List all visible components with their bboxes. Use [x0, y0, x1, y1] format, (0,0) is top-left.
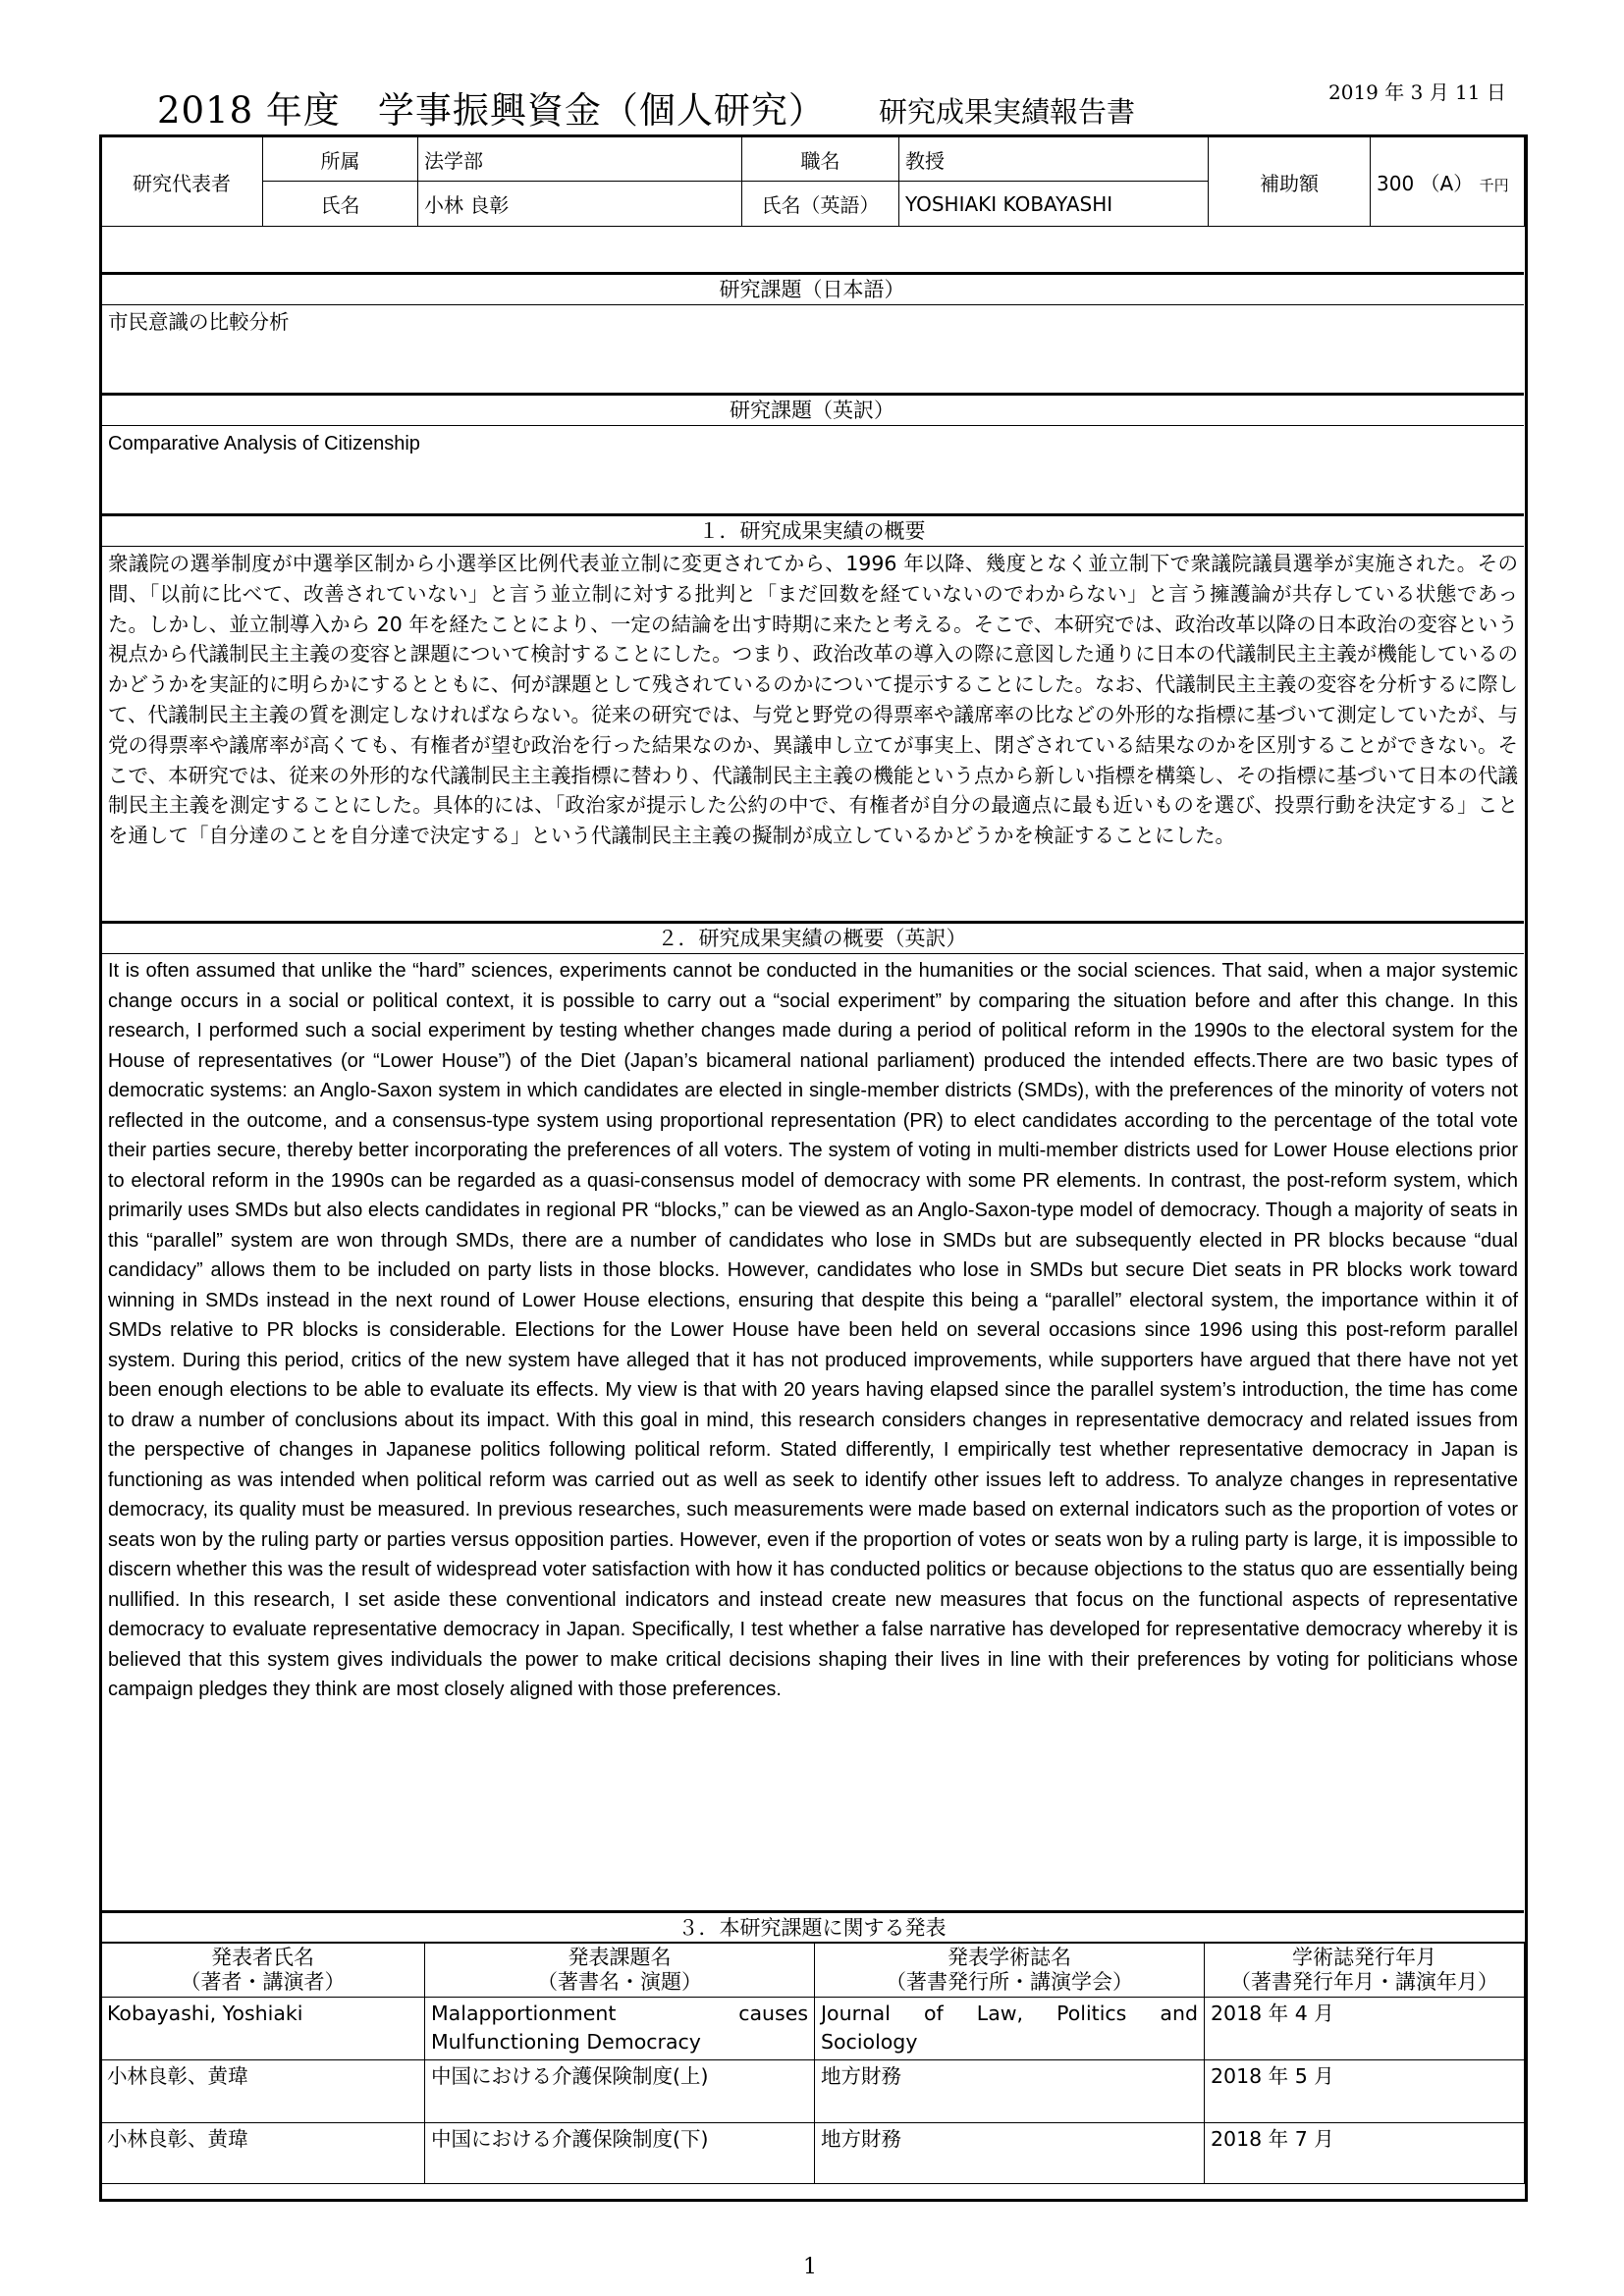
pub-author: 小林良彰、黄瑋	[101, 2060, 425, 2123]
topic-ja-heading: 研究課題（日本語）	[100, 272, 1524, 305]
grant-cell	[1371, 137, 1525, 227]
page-number: 1	[803, 2255, 817, 2279]
grant-value: 300 （A）	[1377, 171, 1474, 195]
publications-heading: ３．本研究課題に関する発表	[100, 1910, 1524, 1944]
pub-date: 2018 年 4 月	[1205, 1998, 1525, 2060]
summary-ja-text: 衆議院の選挙制度が中選挙区制から小選挙区比例代表並立制に変更されてから、1996 年以降、幾度となく並立制下で衆議院議員選挙が実施された。その間、「以前に比べて、改善されていない」と言う並立制に対する批判と「まだ回数を経ていないのでわからない」と言う擁護論が共存している状態であった。しかし、並立制導入から 20 年を経たことにより、一定の結論を出す時期に来たと考える。そこで、本研究では、政治改革以降の日本政治の変容という視点から代議制民主主義の変容と課題について検討することにした。つまり、政治改革の導入の際に意図した通りに日本の代議制民主主義が機能しているのかどうかを実証的に明らかにするとともに、何が課題として残されているのかについて提示することにした。なお、代議制民主主義の変容を分析するに際して、代議制民主主義の質を測定しなければならない。従来の研究では、与党と野党の得票率や議席率の比などの外形的な指標に基づいて測定していたが、与党の得票率や議席率が高くても、有権者が望む政治を行った結果なのか、異議申し立てが事実上、閉ざされている結果なのかを区別することができない。そこで、本研究では、従来の外形的な代議制民主主義指標に替わり、代議制民主主義の機能という点から新しい指標を構築し、その指標に基づいて日本の代議制民主主義を測定することにした。具体的には、「政治家が提示した公約の中で、有権者が自分の最適点に最も近いものを選び、投票行動を決定する」ことを通して「自分達のことを自分達で決定する」という代議制民主主義の擬制が成立しているかどうかを検証することにした。	[108, 552, 1518, 848]
col-author-header: 発表者氏名 （著者・講演者）	[101, 1943, 425, 1998]
position-label: 職名	[742, 137, 899, 182]
pub-title: 中国における介護保険制度(上)	[425, 2060, 815, 2123]
pub-author: Kobayashi, Yoshiaki	[101, 1998, 425, 2060]
summary-en-text: It is often assumed that unlike the “hard” sciences, experiments cannot be conducted in the humanities or the social sciences. That said, when a major systemic change occurs in a social or political context, it is possible to carry out a “social experiment” by comparing the situation before and after this change. In this research, I performed such a social experiment by testing whether changes made during a period of political reform in the 1990s to the electoral system for the House of representatives (or “Lower House”) of the Diet (Japan’s bicameral national parliament) produced the intended effects.There are two basic types of democratic systems: an Anglo-Saxon system in which candidates are elected in single-member districts (SMDs), with the preferences of the minority of voters not reflected in the outcome, and a consensus-type system using proportional representation (PR) to elect candidates according to the percentage of the total vote their parties secure, thereby better incorporating the preferences of all voters. The system of voting in multi-member districts used for Lower House elections prior to electoral reform in the 1990s can be regarded as a quasi-consensus model of democracy with some PR elements. In contrast, the post-reform system, which primarily uses SMDs but also elects candidates in regional PR “blocks,” can be viewed as an Anglo-Saxon-type model of democracy. Though a majority of seats in this “parallel” system are won through SMDs, there are a number of candidates who lose in SMDs but are subsequently elected in PR blocks because “dual candidacy” allows them to be included on party lists in those blocks. However, candidates who lose in SMDs but secure Diet seats in PR blocks work toward winning in SMDs instead in the next round of Lower House elections, ensuring that despite this being a “parallel” electoral system, the importance within it of SMDs relative to PR blocks is considerable. Elections for the Lower House have been held on several occasions since 1996 using this post-reform parallel system. During this period, critics of the new system have alleged that it has not produced improvements, while supporters have argued that there have not yet been enough elections to be able to evaluate its effects. My view is that with 20 years having elapsed since the parallel system’s introduction, the time has come to draw a number of conclusions about its impact. With this goal in mind, this research considers changes in representative democracy and related issues from the perspective of changes in Japanese politics following political reform. Stated differently, I empirically test whether representative democracy in Japan is functioning as was intended when political reform was carried out as well as seek to identify other issues left to address. To analyze changes in representative democracy, its quality must be measured. In previous researches, such measurements were made based on external indicators such as the proportion of votes or seats won by the ruling party or parties versus opposition parties. However, even if the proportion of votes or seats won by a ruling party is large, it is impossible to discern whether this was the result of widespread voter satisfaction with how it has conducted politics or because objections to the status quo are essentially being nullified. In this research, I set aside these conventional indicators and instead create new measures that focus on the functional aspects of representative democracy to evaluate representative democracy in Japan. Specifically, I test whether a false narrative has developed for representative democracy whereby it is believed that this system gives individuals the power to make critical decisions shaping their lives in line with their preferences by voting for politicians whose campaign pledges they think are most closely aligned with those preferences.	[108, 960, 1518, 1700]
affiliation-label: 所属	[263, 137, 418, 182]
representative-label: 研究代表者	[101, 137, 263, 227]
pub-date: 2018 年 7 月	[1205, 2123, 1525, 2184]
grant-unit: 千円	[1479, 176, 1509, 194]
col-title-header: 発表課題名 （著書名・演題）	[425, 1943, 815, 1998]
summary-en-heading: ２．研究成果実績の概要（英訳）	[100, 921, 1524, 954]
name-en-label: 氏名（英語）	[742, 182, 899, 227]
pub-title: 中国における介護保険制度(下)	[425, 2123, 815, 2184]
name-en-value: YOSHIAKI KOBAYASHI	[899, 182, 1209, 227]
table-row	[101, 1998, 1525, 2060]
summary-ja-heading: １．研究成果実績の概要	[100, 513, 1524, 547]
pub-journal: Journal of Law, Politics and Sociology	[815, 1998, 1205, 2060]
table-row	[101, 2060, 1525, 2123]
publications-table	[100, 1942, 1525, 2184]
topic-ja-value: 市民意識の比較分析	[108, 310, 290, 334]
name-value: 小林 良彰	[418, 182, 742, 227]
report-subtitle: 研究成果実績報告書	[879, 95, 1136, 129]
pub-journal: 地方財務	[815, 2060, 1205, 2123]
pub-title: Malapportionment causes Mulfunctioning Democracy	[425, 1998, 815, 2060]
position-value: 教授	[899, 137, 1209, 182]
pub-author: 小林良彰、黄瑋	[101, 2123, 425, 2184]
report-title: 2018 年度 学事振興資金（個人研究）	[157, 89, 826, 132]
name-label: 氏名	[263, 182, 418, 227]
grant-label: 補助額	[1209, 137, 1371, 227]
topic-en-heading: 研究課題（英訳）	[100, 393, 1524, 426]
pub-date: 2018 年 5 月	[1205, 2060, 1525, 2123]
report-date: 2019 年 3 月 11 日	[1328, 80, 1506, 104]
info-table	[100, 136, 1525, 227]
topic-en-value: Comparative Analysis of Citizenship	[108, 433, 420, 454]
affiliation-value: 法学部	[418, 137, 742, 182]
col-date-header: 学術誌発行年月 （著書発行年月・講演年月）	[1205, 1943, 1525, 1998]
report-title-row	[157, 80, 1532, 135]
table-row	[101, 2123, 1525, 2184]
col-journal-header: 発表学術誌名 （著書発行所・講演学会）	[815, 1943, 1205, 1998]
publications-header-row	[101, 1943, 1525, 1998]
pub-journal: 地方財務	[815, 2123, 1205, 2184]
